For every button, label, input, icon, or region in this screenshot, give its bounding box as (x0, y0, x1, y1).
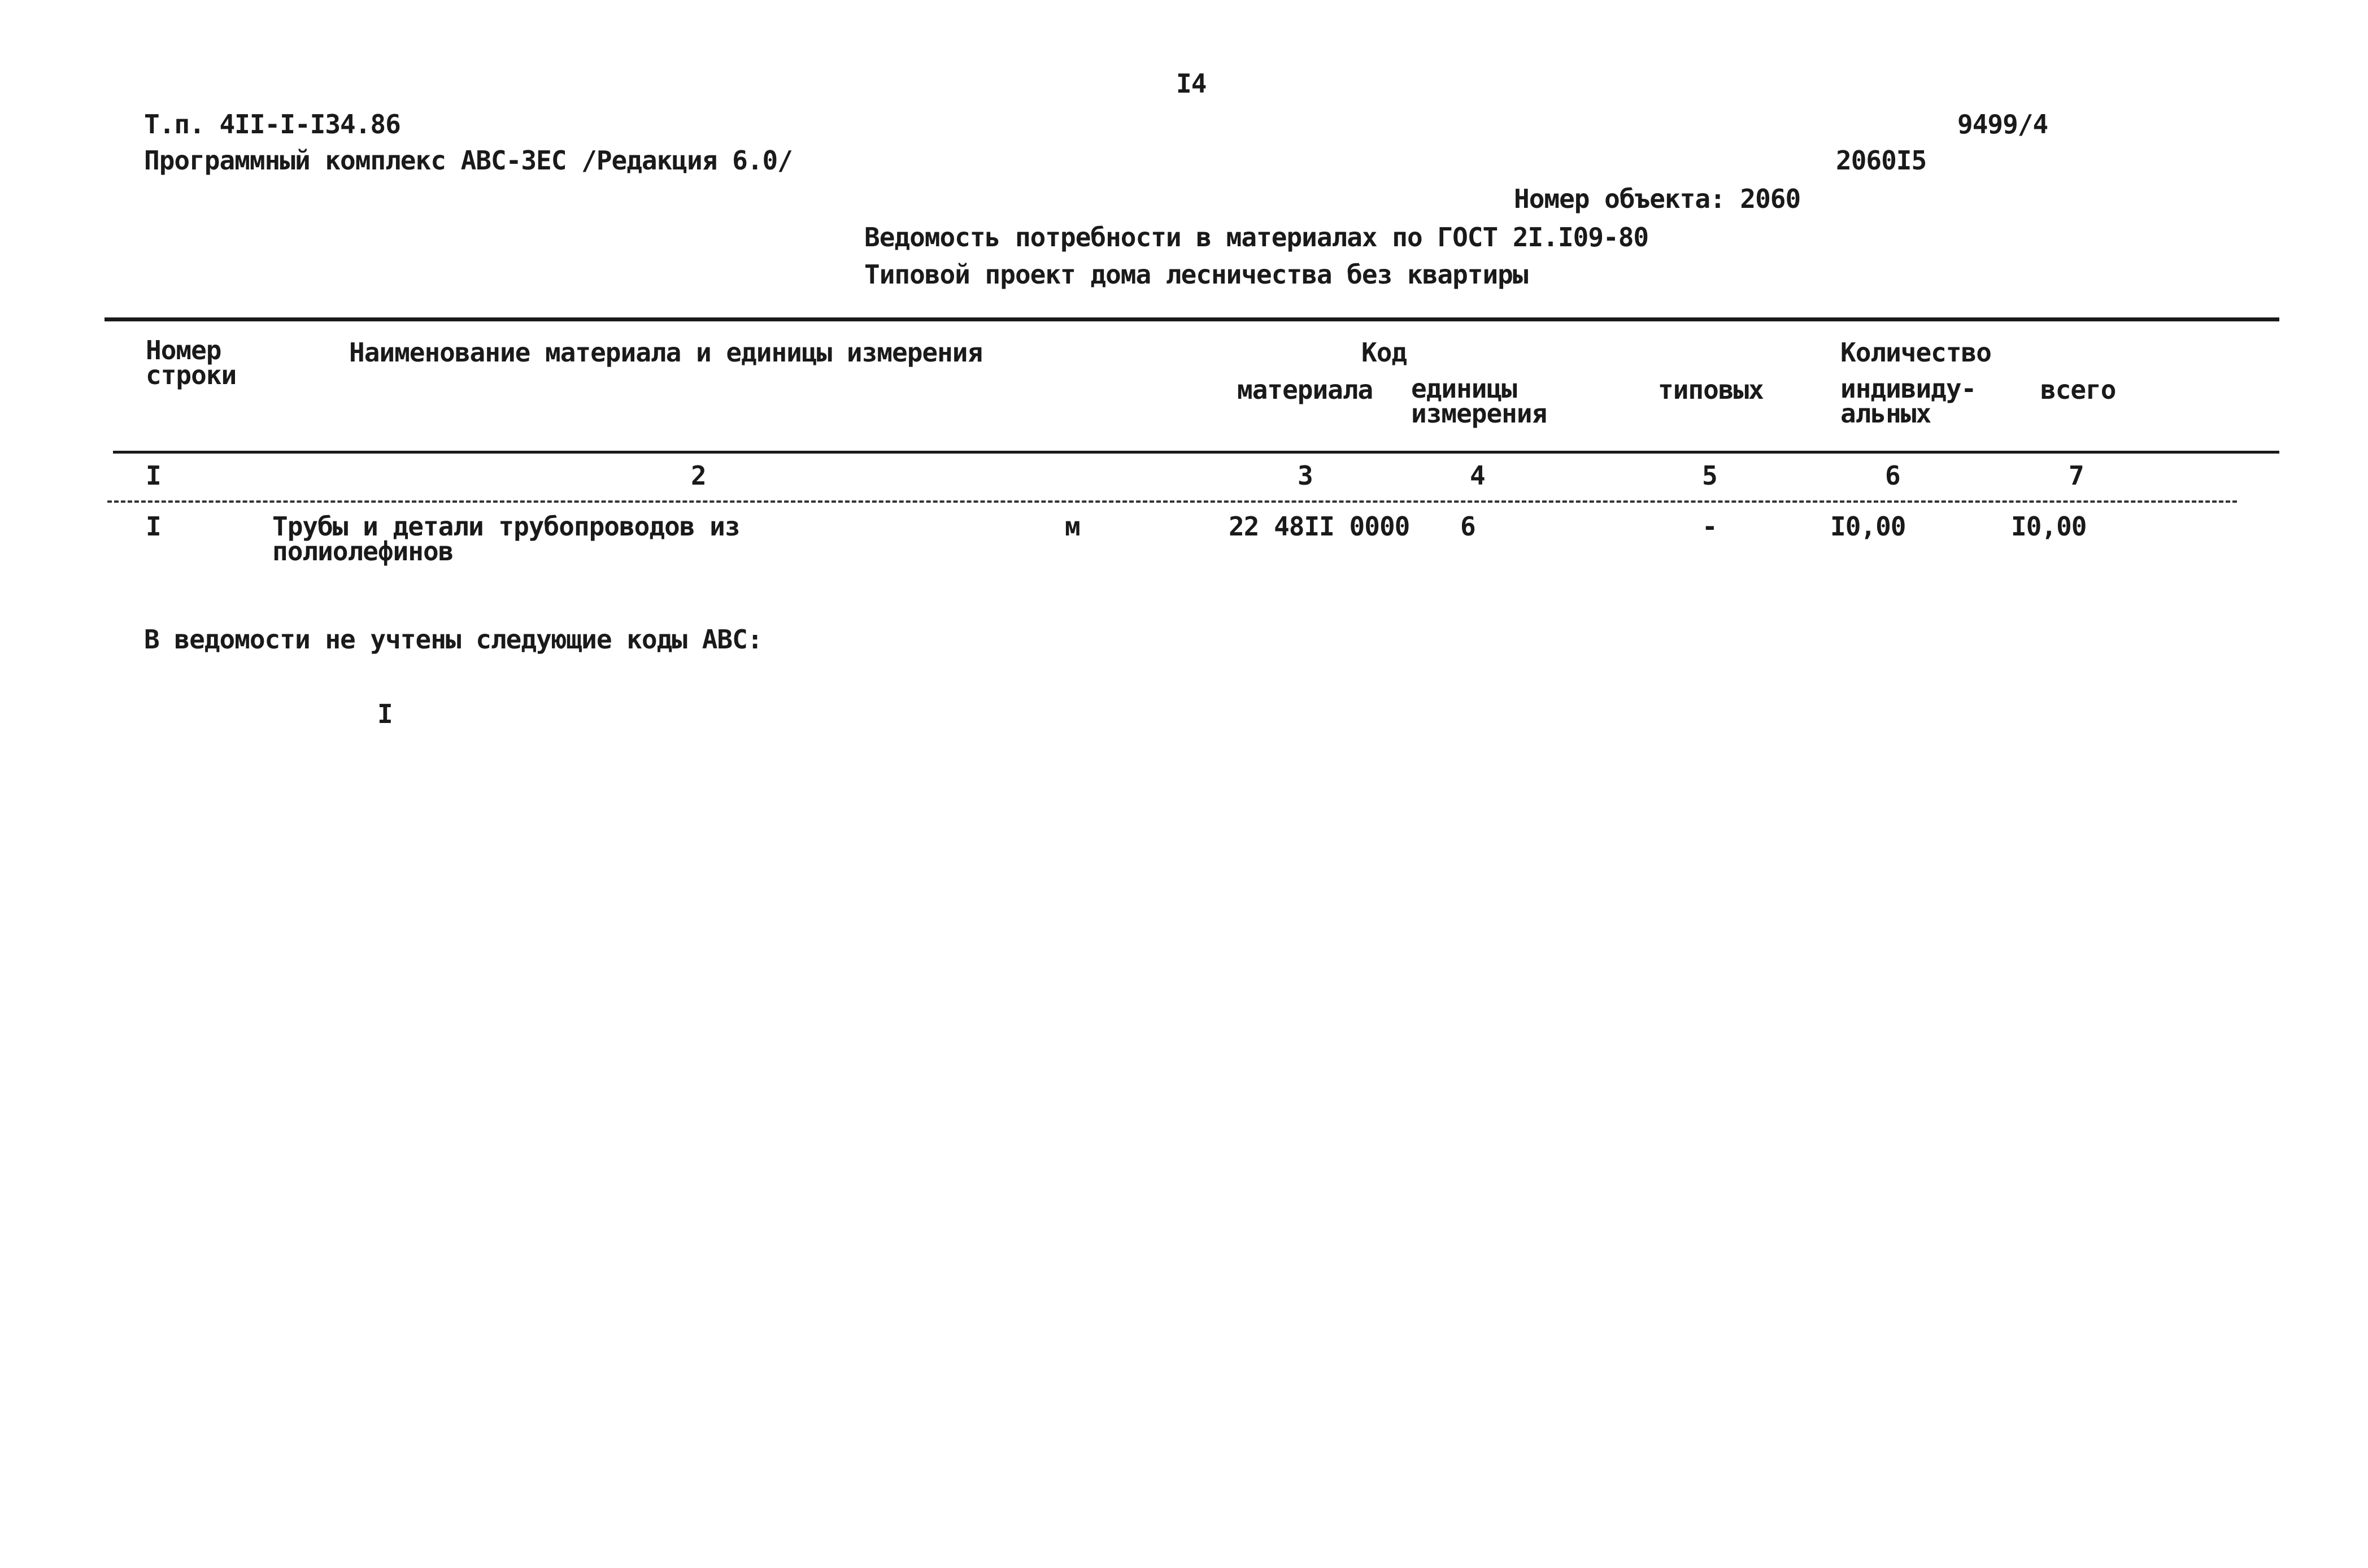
material-name: Трубы и детали трубопроводов из полиолефинов (272, 511, 740, 567)
sheet-reference: 9499/4 (1957, 109, 2048, 140)
table-top-rule (105, 317, 2279, 321)
document-title: Ведомость потребности в материалах по ГОСТ 2I.I09-80 (864, 222, 1649, 252)
total-quantity: I0,00 (2011, 511, 2087, 542)
document-code: Т.п. 4II-I-I34.86 (144, 109, 401, 140)
header-individual: индивиду- альных (1840, 373, 1977, 429)
individual-quantity: I0,00 (1830, 511, 1906, 542)
header-material-name: Наименование материала и единицы измерения (349, 337, 983, 368)
column-number-2: 2 (691, 460, 706, 491)
unit: м (1065, 511, 1080, 542)
header-row-number: Номер строки (146, 335, 237, 390)
row-number: I (146, 511, 161, 542)
column-number-5: 5 (1702, 460, 1717, 491)
header-bottom-rule (113, 451, 2279, 454)
column-number-1: I (146, 460, 161, 491)
column-number-3: 3 (1298, 460, 1313, 491)
unit-code: 6 (1460, 511, 1475, 542)
material-code: 22 48II 0000 (1229, 511, 1410, 542)
column-number-4: 4 (1470, 460, 1485, 491)
project-title: Типовой проект дома лесничества без квартиры (864, 259, 1528, 290)
page-number: I4 (1176, 68, 1207, 99)
column-number-7: 7 (2069, 460, 2084, 491)
sheet-code: 2060I5 (1836, 145, 1927, 176)
header-quantity-group: Количество (1840, 337, 1991, 368)
note-code: I (377, 699, 393, 729)
object-number: Номер объекта: 2060 (1514, 184, 1801, 214)
typical-quantity: - (1702, 511, 1717, 542)
column-number-6: 6 (1885, 460, 1900, 491)
header-total: всего (2040, 374, 2116, 405)
header-code-material: материала (1237, 374, 1373, 405)
note-text: В ведомости не учтены следующие коды АВС: (144, 624, 763, 655)
header-typical: типовых (1658, 374, 1764, 405)
header-code-group: Код (1361, 337, 1407, 368)
header-code-unit: единицы измерения (1411, 373, 1547, 429)
column-numbers-rule (107, 500, 2237, 503)
program-name: Программный комплекс АВС-ЗЕС /Редакция 6.0/ (144, 145, 793, 176)
